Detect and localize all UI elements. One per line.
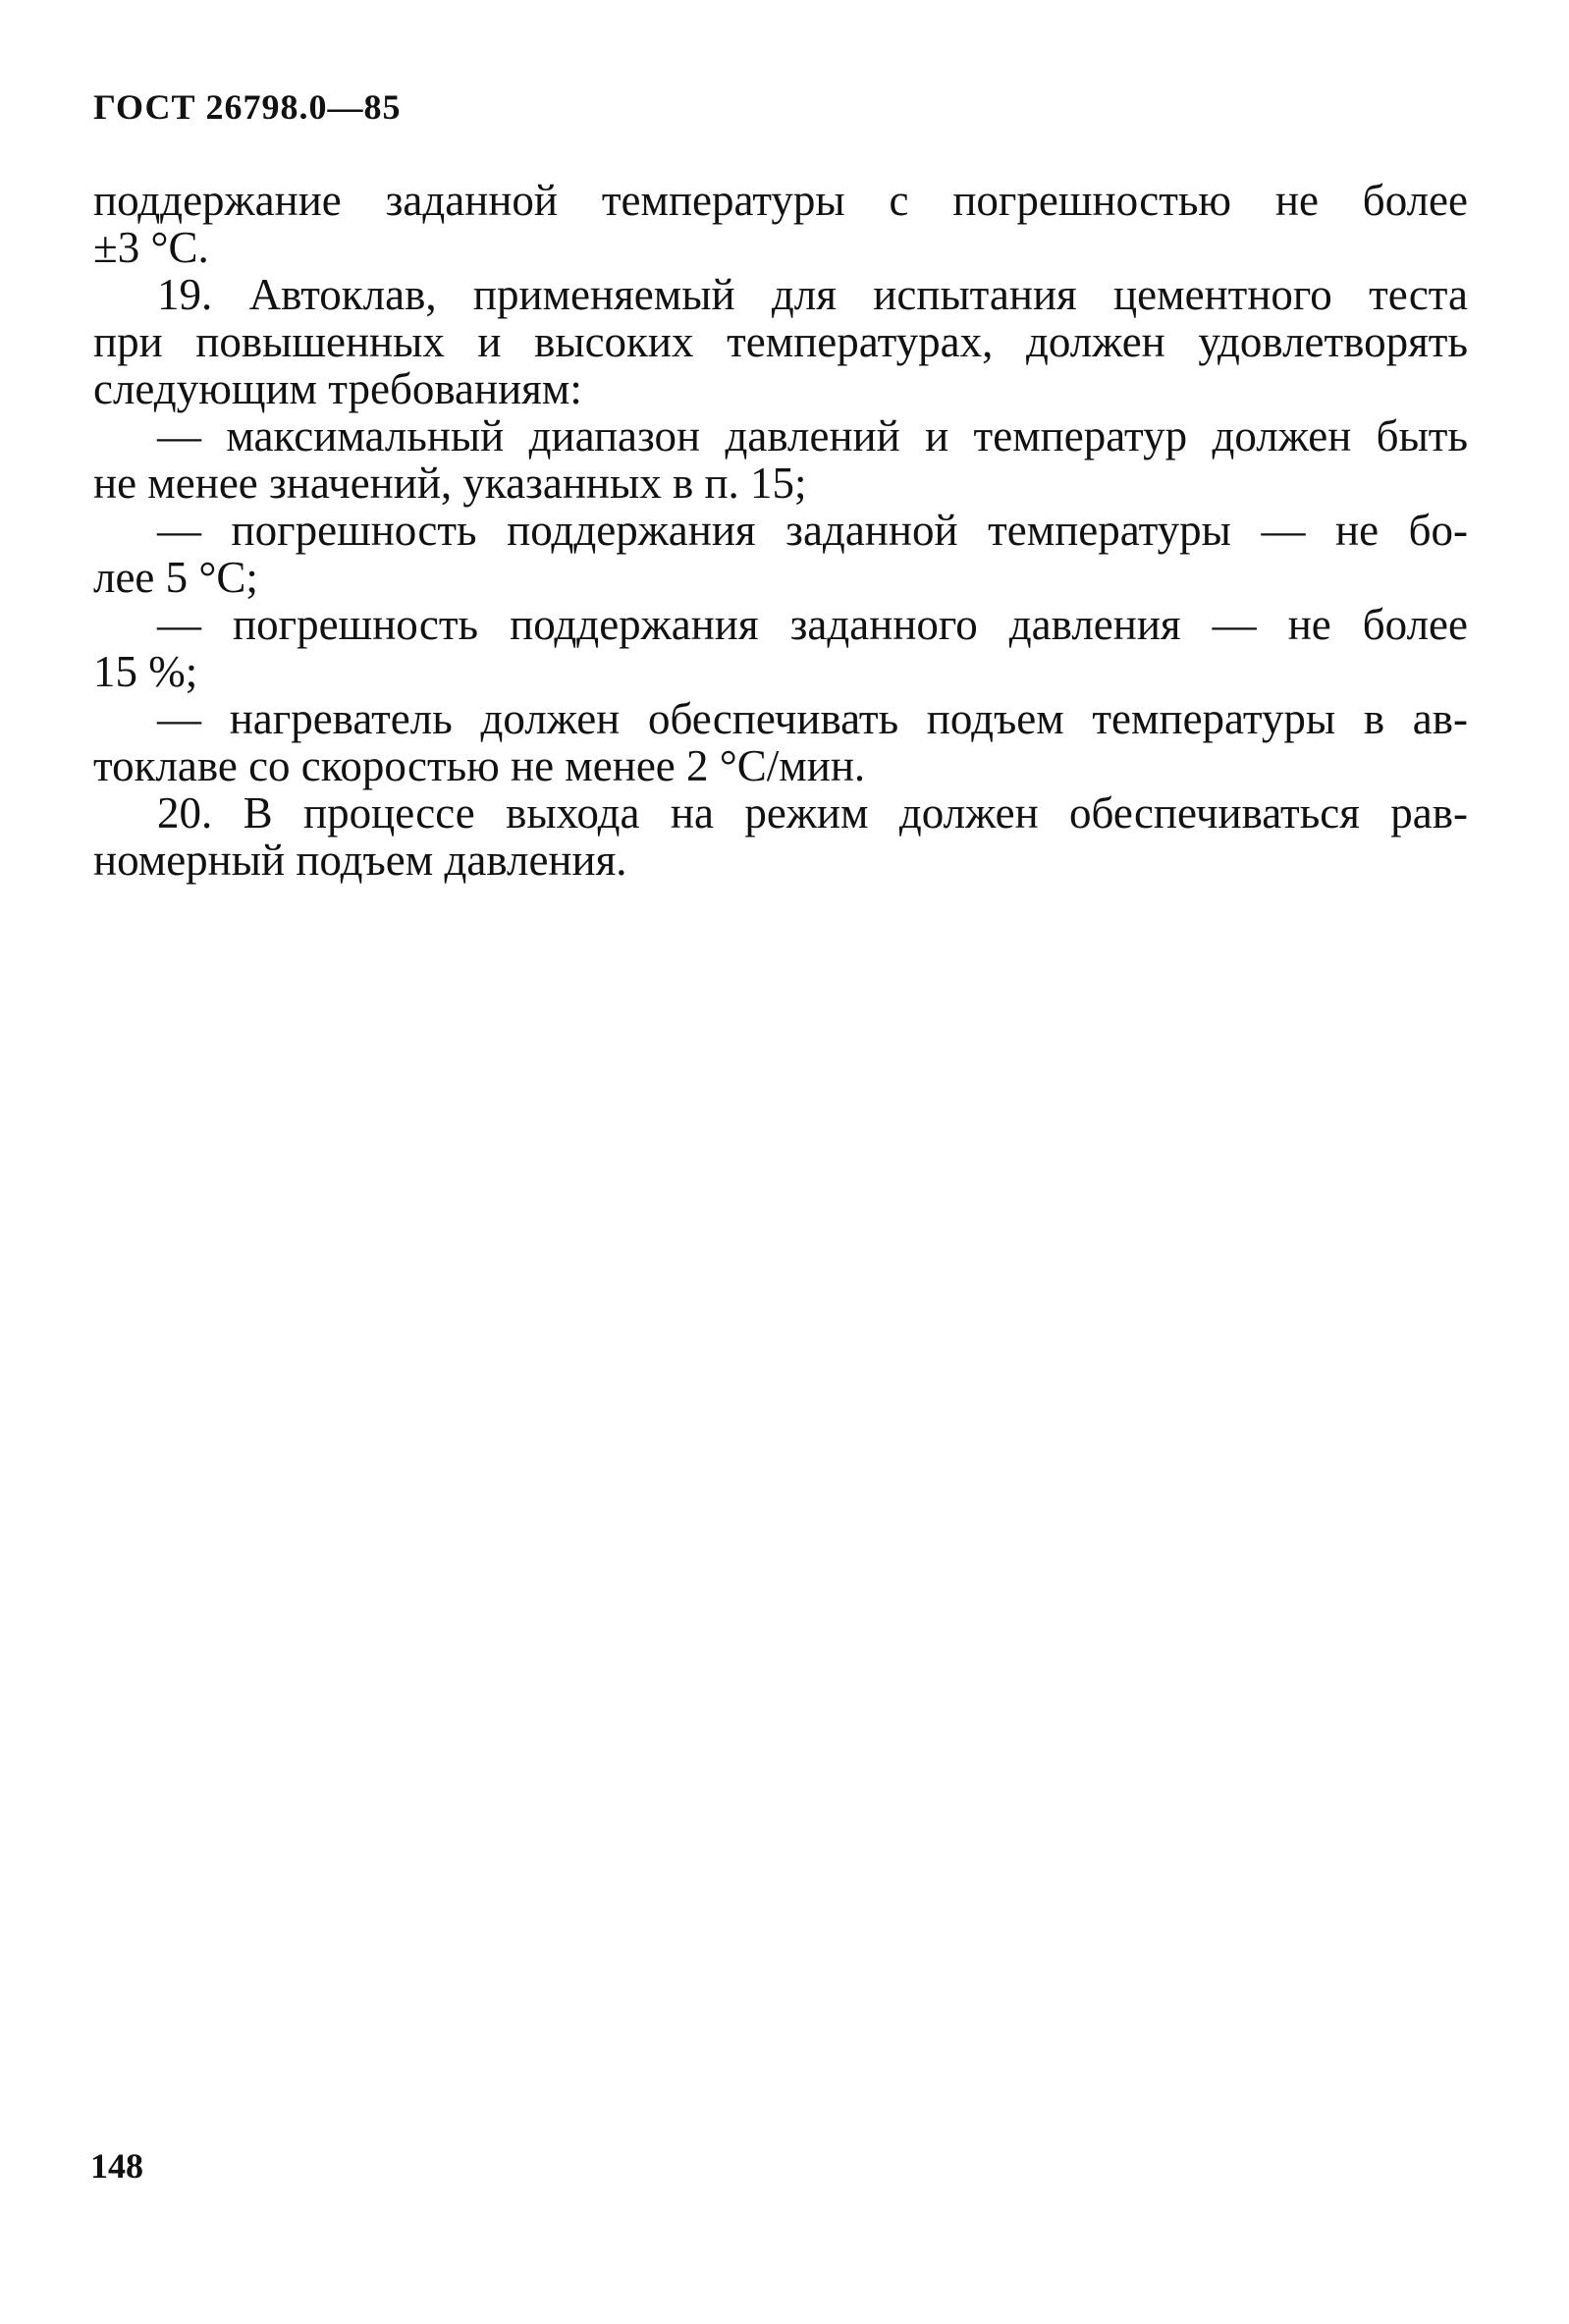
text-line: не менее значений, указанных в п. 15;	[93, 459, 807, 508]
paragraph-19-start: 19. Автоклав, применяемый для испытания цементного теста	[157, 270, 1468, 319]
text-line: следующим требованиям:	[93, 364, 582, 413]
paragraph-20-start: 20. В процессе выхода на режим должен обеспечиваться рав-	[157, 788, 1468, 838]
body-text	[93, 177, 1468, 884]
page-number: 148	[90, 2146, 143, 2186]
text-line: поддержание заданной температуры с погрешностью не более	[93, 176, 1468, 225]
list-item-pressure-error: — погрешность поддержания заданного давления — не более	[157, 600, 1468, 649]
text-line: при повышенных и высоких температурах, должен удовлетворять	[93, 317, 1468, 366]
text-line: токлаве со скоростью не менее 2 °С/мин.	[93, 741, 866, 790]
list-item-pressure-range: — максимальный диапазон давлений и температур должен быть	[157, 411, 1468, 460]
text-line: лее 5 °С;	[93, 553, 258, 602]
text-line: номерный подъем давления.	[93, 836, 627, 885]
standard-designation: ГОСТ 26798.0—85	[93, 87, 402, 127]
list-item-heater: — нагреватель должен обеспечивать подъем температуры в ав-	[157, 694, 1468, 743]
text-line: 15 %;	[93, 647, 198, 696]
list-item-temperature-error: — погрешность поддержания заданной температуры — не бо-	[157, 506, 1468, 555]
text-line: ±3 °С.	[93, 223, 209, 272]
